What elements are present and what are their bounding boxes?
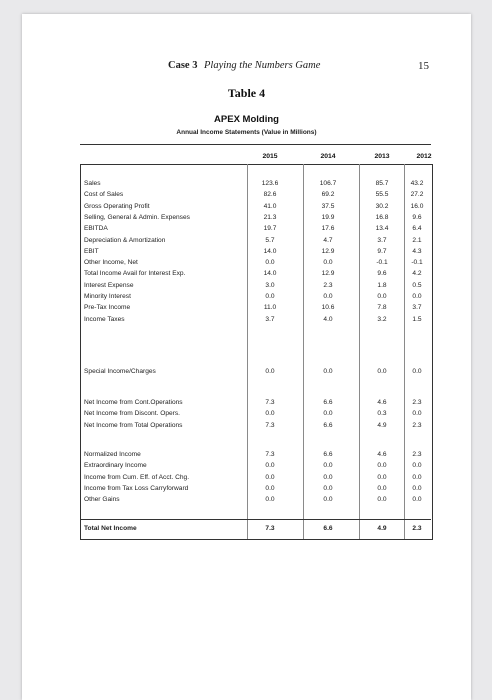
value-cell: 6.6	[323, 451, 333, 458]
row-label: Other Income, Net	[84, 259, 138, 267]
row-label: Other Gains	[84, 496, 120, 504]
row-label: Sales	[84, 180, 101, 187]
viewer-top-bar	[0, 0, 492, 12]
value-cell: 4.3	[412, 247, 422, 255]
value-cell: 0.0	[265, 368, 275, 375]
row-label: Income from Cum. Eff. of Acct. Chg.	[84, 473, 190, 481]
value-cell: 1.8	[377, 281, 387, 289]
value-cell: 19.9	[321, 213, 335, 221]
value-cell: 16.0	[410, 202, 424, 210]
value-cell: 27.2	[410, 191, 424, 199]
value-cell: 5.7	[265, 236, 275, 244]
value-cell: 0.0	[412, 410, 422, 418]
year-header: 2014	[320, 153, 336, 160]
value-cell: 9.6	[377, 270, 387, 278]
value-cell: 6.6	[323, 421, 333, 429]
row-label: Pre-Tax Income	[84, 304, 131, 312]
value-cell: 0.0	[265, 410, 275, 418]
value-cell: 0.0	[412, 484, 422, 492]
value-cell: 7.3	[265, 421, 275, 429]
table-row	[80, 248, 431, 259]
table-row	[80, 410, 431, 421]
value-cell: 6.6	[323, 525, 333, 532]
row-label: Total Income Avail for Interest Exp.	[84, 270, 186, 278]
value-cell: 0.0	[377, 293, 387, 300]
row-label: Income Taxes	[84, 315, 125, 323]
value-cell: -0.1	[376, 259, 388, 267]
table-row	[80, 282, 431, 293]
value-cell: 0.3	[377, 410, 387, 418]
row-label: Special Income/Charges	[84, 368, 156, 375]
table-row	[80, 474, 431, 485]
value-cell: -0.1	[411, 259, 423, 267]
value-cell: 2.3	[412, 421, 422, 429]
value-cell: 14.0	[263, 270, 277, 278]
row-label: Extraordinary Income	[84, 462, 147, 470]
document-page	[22, 14, 471, 700]
value-cell: 30.2	[375, 202, 389, 210]
value-cell: 0.0	[323, 462, 333, 470]
value-cell: 7.3	[265, 451, 275, 458]
total-separator	[80, 519, 431, 520]
row-label: Gross Operating Profit	[84, 202, 150, 210]
value-cell: 2.1	[412, 236, 422, 244]
value-cell: 3.7	[265, 315, 275, 323]
value-cell: 4.9	[377, 421, 387, 429]
value-cell: 6.4	[412, 225, 422, 233]
table-header-row	[80, 144, 431, 165]
value-cell: 2.3	[412, 399, 422, 406]
value-cell: 55.5	[375, 191, 389, 199]
value-cell: 0.0	[323, 410, 333, 418]
value-cell: 0.0	[265, 293, 275, 300]
table-row	[80, 496, 431, 507]
case-number: Case 3	[168, 60, 198, 71]
row-label: Net Income from Discont. Opers.	[84, 410, 181, 418]
value-cell: 3.7	[412, 304, 422, 312]
company-name: APEX Molding	[214, 114, 279, 125]
value-cell: 9.7	[377, 247, 387, 255]
table-row	[80, 462, 431, 473]
value-cell: 0.0	[323, 473, 333, 481]
value-cell: 7.8	[377, 304, 387, 312]
value-cell: 4.9	[377, 525, 387, 532]
value-cell: 0.0	[412, 462, 422, 470]
value-cell: 2.3	[412, 525, 422, 532]
value-cell: 2.3	[412, 451, 422, 458]
value-cell: 0.0	[323, 259, 333, 267]
value-cell: 0.0	[412, 293, 422, 300]
value-cell: 0.0	[412, 496, 422, 504]
table-row	[80, 368, 431, 379]
table-row	[80, 203, 431, 214]
table-row	[80, 237, 431, 248]
value-cell: 16.8	[375, 213, 389, 221]
statement-subtitle: Annual Income Statements (Value in Millions)	[176, 129, 317, 136]
value-cell: 0.5	[412, 281, 422, 289]
value-cell: 3.0	[265, 281, 275, 289]
value-cell: 0.0	[323, 368, 333, 375]
value-cell: 82.6	[263, 191, 277, 199]
value-cell: 9.6	[412, 213, 422, 221]
value-cell: 43.2	[410, 180, 424, 187]
page-number: 15	[418, 60, 429, 72]
value-cell: 0.0	[323, 496, 333, 504]
table-row	[80, 304, 431, 315]
value-cell: 37.5	[321, 202, 335, 210]
value-cell: 4.2	[412, 270, 422, 278]
row-label: Income from Tax Loss Carryforward	[84, 484, 189, 492]
row-label: Net Income from Cont.Operations	[84, 399, 183, 406]
row-label: Total Net Income	[84, 525, 137, 532]
table-row	[80, 316, 431, 327]
row-label: EBIT	[84, 247, 99, 255]
value-cell: 0.0	[377, 496, 387, 504]
table-row	[80, 180, 431, 191]
table-row	[80, 191, 431, 202]
table-row	[80, 293, 431, 304]
row-label: Selling, General & Admin. Expenses	[84, 213, 190, 221]
year-header: 2012	[416, 153, 432, 160]
value-cell: 0.0	[377, 473, 387, 481]
running-header	[22, 60, 471, 74]
value-cell: 10.6	[321, 304, 335, 312]
value-cell: 0.0	[377, 462, 387, 470]
value-cell: 21.3	[263, 213, 277, 221]
value-cell: 3.2	[377, 315, 387, 323]
value-cell: 1.5	[412, 315, 422, 323]
table-row	[80, 225, 431, 236]
value-cell: 0.0	[265, 462, 275, 470]
table-row	[80, 259, 431, 270]
row-label: Depreciation & Amortization	[84, 236, 166, 244]
value-cell: 19.7	[263, 225, 277, 233]
value-cell: 7.3	[265, 399, 275, 406]
value-cell: 0.0	[377, 484, 387, 492]
row-label: Net Income from Total Operations	[84, 421, 183, 429]
value-cell: 41.0	[263, 202, 277, 210]
value-cell: 69.2	[321, 191, 335, 199]
value-cell: 3.7	[377, 236, 387, 244]
value-cell: 17.6	[321, 225, 335, 233]
table-row	[80, 451, 431, 462]
value-cell: 7.3	[265, 525, 275, 532]
value-cell: 4.6	[377, 399, 387, 406]
value-cell: 85.7	[375, 180, 389, 187]
value-cell: 13.4	[375, 225, 389, 233]
row-label: EBITDA	[84, 225, 108, 233]
value-cell: 0.0	[265, 484, 275, 492]
value-cell: 0.0	[265, 473, 275, 481]
value-cell: 0.0	[412, 473, 422, 481]
value-cell: 12.9	[321, 270, 335, 278]
row-label: Interest Expense	[84, 281, 134, 289]
value-cell: 4.6	[377, 451, 387, 458]
value-cell: 11.0	[263, 304, 277, 312]
case-title: Playing the Numbers Game	[204, 60, 321, 71]
value-cell: 4.7	[323, 236, 333, 244]
year-header: 2013	[374, 153, 390, 160]
value-cell: 14.0	[263, 247, 277, 255]
value-cell: 2.3	[323, 281, 333, 289]
value-cell: 4.0	[323, 315, 333, 323]
table-label: Table 4	[227, 86, 266, 100]
row-label: Minority Interest	[84, 293, 131, 300]
row-label: Cost of Sales	[84, 191, 124, 199]
total-row	[80, 525, 431, 536]
table-row	[80, 399, 431, 410]
table-row	[80, 422, 431, 433]
value-cell: 0.0	[265, 259, 275, 267]
value-cell: 0.0	[265, 496, 275, 504]
value-cell: 0.0	[323, 484, 333, 492]
table-row	[80, 485, 431, 496]
value-cell: 12.9	[321, 247, 335, 255]
row-label: Normalized Income	[84, 451, 141, 458]
value-cell: 6.6	[323, 399, 333, 406]
year-header: 2015	[262, 153, 278, 160]
value-cell: 0.0	[412, 368, 422, 375]
income-statement-table	[80, 144, 431, 538]
table-row	[80, 214, 431, 225]
value-cell: 106.7	[319, 180, 337, 187]
value-cell: 0.0	[377, 368, 387, 375]
value-cell: 0.0	[323, 293, 333, 300]
value-cell: 123.6	[261, 180, 279, 187]
table-row	[80, 270, 431, 281]
